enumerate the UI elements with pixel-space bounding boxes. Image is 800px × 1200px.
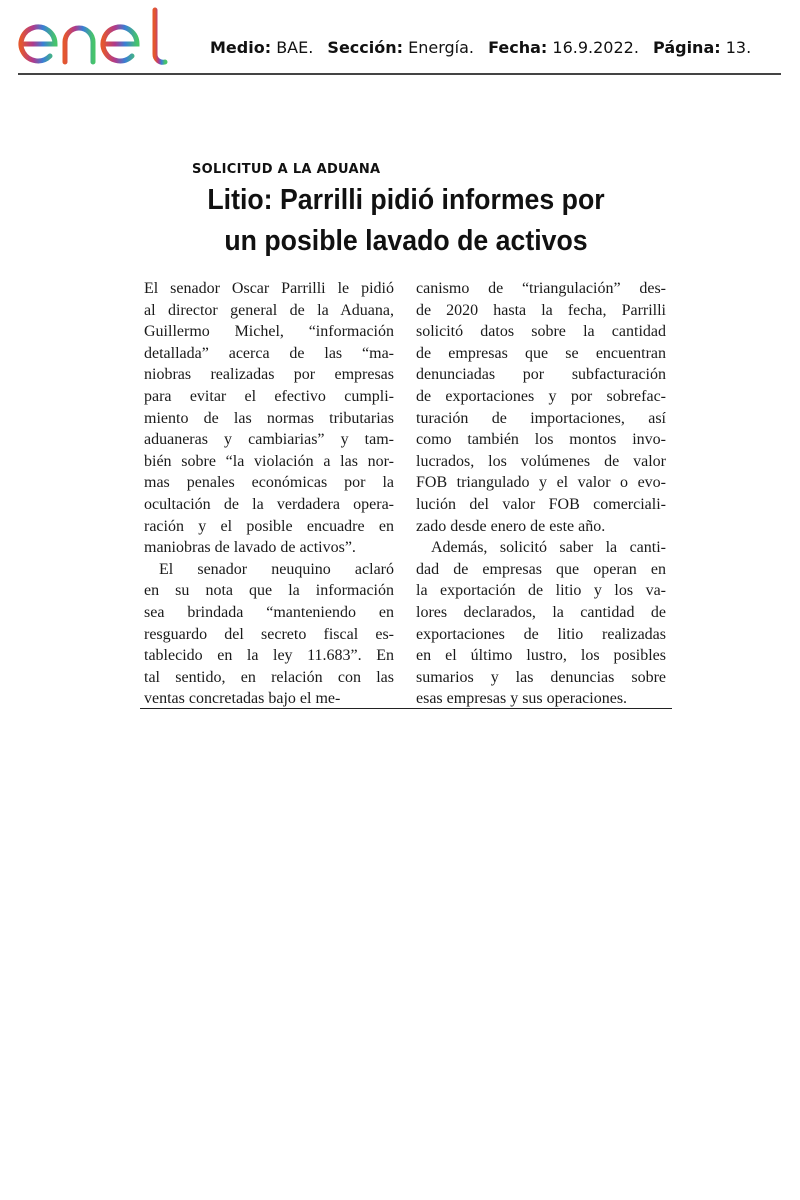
header-divider (18, 73, 781, 75)
article-kicker: SOLICITUD A LA ADUANA (192, 162, 381, 177)
text-line: solicitó datos sobre la cantidad (416, 323, 666, 341)
fecha-label: Fecha: (488, 38, 548, 57)
text-line: como también los montos invo- (416, 431, 666, 449)
pagina-value: 13. (725, 38, 752, 57)
text-line: denunciadas por subfacturación (416, 366, 666, 384)
article-end-divider (140, 708, 672, 709)
fecha-value: 16.9.2022. (552, 38, 639, 57)
text-line: El senador Oscar Parrilli le pidió (144, 280, 394, 297)
text-line: Guillermo Michel, “información (144, 323, 394, 341)
text-line: esas empresas y sus operaciones. (416, 690, 628, 708)
text-line: lucrados, los volúmenes de valor (416, 452, 666, 470)
text-line: Además, solicitó saber la canti- (431, 539, 666, 557)
text-line: sumarios y las denuncias sobre (416, 668, 666, 686)
text-line: al director general de la Aduana, (144, 301, 394, 319)
text-line: tal sentido, en relación con las (144, 668, 394, 686)
text-line: bién sobre “la violación a las nor- (144, 452, 394, 470)
enel-logo (15, 6, 175, 68)
headline-line: un posible lavado de activos (224, 225, 588, 257)
article-paragraph (416, 278, 666, 537)
text-line: en su nota que la información (144, 582, 394, 600)
seccion-value: Energía. (408, 38, 475, 57)
text-line: miento de las normas tributarias (144, 409, 394, 427)
text-line: canismo de “triangulación” des- (416, 280, 666, 297)
text-line: mas penales económicas por la (144, 474, 394, 492)
text-line: exportaciones de litio realizadas (416, 625, 666, 643)
headline-line: Litio: Parrilli pidió informes por (207, 184, 605, 216)
text-line: resguardo del secreto fiscal es- (144, 625, 394, 643)
text-line: tablecido en la ley 11.683”. En (144, 647, 394, 665)
text-line: de empresas que se encuentran (416, 344, 666, 362)
medio-value: BAE. (276, 38, 314, 57)
text-line: lores declarados, la cantidad de (416, 603, 666, 621)
page-header (0, 0, 800, 80)
article-paragraph (416, 537, 666, 710)
text-line: para evitar el efectivo cumpli- (144, 387, 394, 405)
seccion-label: Sección: (327, 38, 404, 57)
article-paragraph (144, 559, 394, 710)
text-line: aduaneras y cambiarias” y tam- (144, 431, 394, 449)
text-line: ocultación de la verdadera opera- (144, 495, 394, 513)
text-line: la exportación de litio y los va- (416, 582, 666, 600)
text-line: de 2020 hasta la fecha, Parrilli (416, 301, 666, 319)
text-line: ración y el posible encuadre en (144, 517, 394, 535)
right-column (416, 278, 666, 710)
news-clipping (140, 160, 672, 720)
text-line: maniobras de lavado de activos”. (144, 539, 356, 557)
text-line: FOB triangulado y el valor o evo- (416, 474, 666, 492)
text-line: zado desde enero de este año. (416, 517, 606, 535)
text-line: dad de empresas que operan en (416, 560, 666, 578)
text-line: turación de importaciones, así (416, 409, 666, 427)
text-line: de exportaciones y por sobrefac- (416, 387, 666, 405)
pagina-label: Página: (653, 38, 721, 57)
text-line: sea brindada “manteniendo en (144, 603, 394, 621)
text-line: El senador neuquino aclaró (159, 560, 394, 578)
article-headline (161, 180, 650, 262)
text-line: ventas concretadas bajo el me- (144, 690, 341, 708)
text-line: en el último lustro, los posibles (416, 647, 666, 665)
clipping-metadata (210, 38, 751, 57)
article-paragraph (144, 278, 394, 559)
medio-label: Medio: (210, 38, 272, 57)
text-line: detallada” acerca de las “ma- (144, 344, 394, 362)
left-column (144, 278, 394, 710)
text-line: lución del valor FOB comerciali- (416, 495, 666, 513)
text-line: niobras realizadas por empresas (144, 366, 394, 384)
